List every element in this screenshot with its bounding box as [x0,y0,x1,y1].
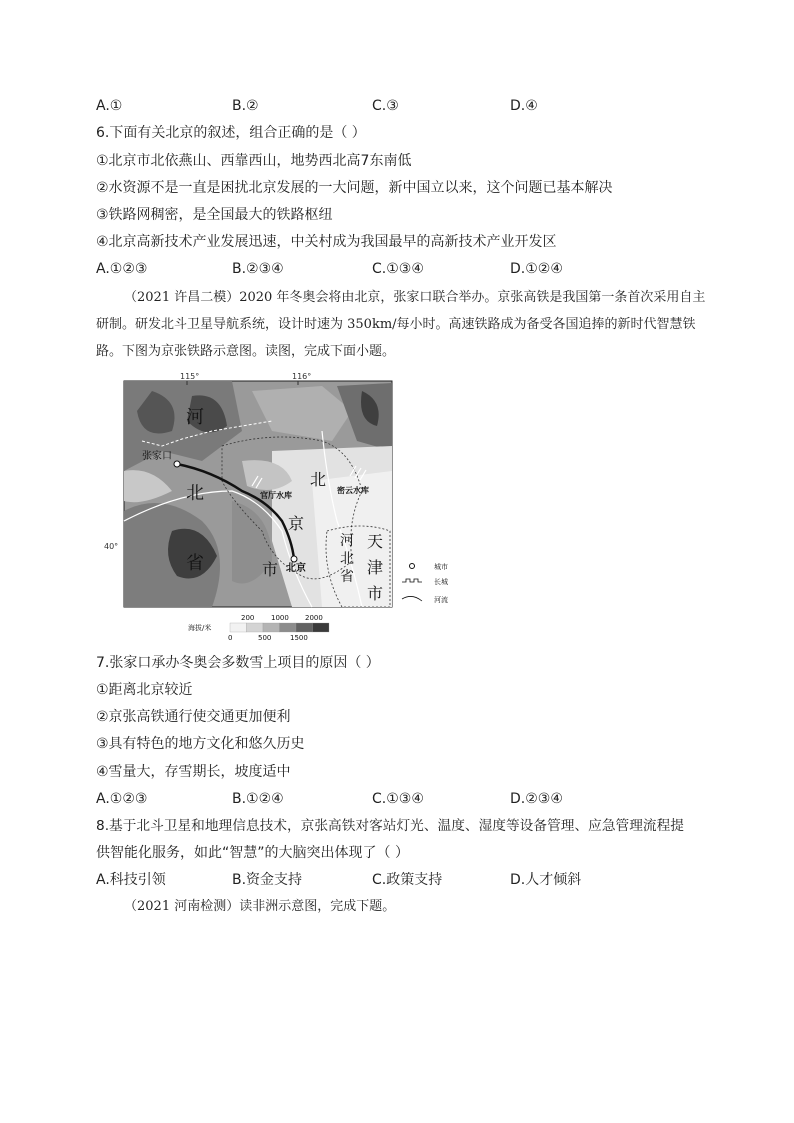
passage2-source: （2021 河南检测） [124,899,240,914]
label-beijing-city: 北京 [286,563,306,574]
beijing-zhangjiakou-railway-map [104,371,452,642]
q7-option-a[interactable]: A.①②③ [96,791,148,807]
elevation-scale [188,614,329,642]
elev-tick-1000: 1000 [271,614,289,622]
q7-statement-2: ②京张高铁通行使交通更加便利 [96,709,291,725]
label-hebei-bei: 北 [340,551,354,567]
legend-river-label: 河流 [434,596,448,604]
q6-option-a[interactable]: A.①②③ [96,261,148,277]
q6-option-b[interactable]: B.②③④ [232,261,284,277]
elevation-title: 海拔/米 [188,624,212,632]
map-legend [402,562,448,604]
q6-statement-3: ③铁路网稠密，是全国最大的铁路枢纽 [96,207,333,223]
passage-intro-1 [96,284,706,365]
legend-wall-icon [402,579,422,582]
lat-label-40: 40° [104,542,119,551]
lon-label-115: 115° [180,372,200,381]
elevation-swatch [247,623,264,632]
passage-text: 2020 年冬奥会将由北京，张家口联合举办。京张高铁是我国第一条首次采用自主研制。研发北斗卫星导航系统，设计时速为 350km/每小时。高速铁路成为备受各国追捧的新时代智慧铁路。下图为京张铁路示意图。读图，完成下面小题。 [96,290,706,359]
passage-source: （2021 许昌二模） [124,290,240,305]
label-tianjin-tian: 天 [367,532,384,551]
q7-option-c[interactable]: C.①③④ [372,791,424,807]
q6-option-d[interactable]: D.①②④ [510,261,563,277]
elev-tick-500: 500 [258,634,272,642]
legend-wall-label: 长城 [434,578,448,586]
q5-option-a[interactable]: A.① [96,98,123,114]
elevation-swatch [296,623,313,632]
label-hebei-he: 河 [340,533,354,549]
label-bei: 北 [186,483,204,504]
q6-statement-2: ②水资源不是一直是困扰北京发展的一大问题，新中国立以来，这个问题已基本解决 [96,180,613,196]
legend-city-label: 城市 [434,563,448,571]
label-tianjin-jin: 津 [367,558,384,577]
q5-option-c[interactable]: C.③ [372,98,399,114]
q8-stem-line-2: 供智能化服务，如此“智慧”的大脑突出体现了（ ） [96,845,409,861]
q8-option-c[interactable]: C.政策支持 [372,872,443,888]
label-beijing-bei: 北 [310,470,327,489]
q8-option-b[interactable]: B.资金支持 [232,872,303,888]
q8-stem-line-1: 8.基于北斗卫星和地理信息技术，京张高铁对客站灯光、温度、湿度等设备管理、应急管理流程提 [96,818,684,834]
label-guanting-reservoir: 官厅水库 [260,491,292,500]
q8-option-a[interactable]: A.科技引领 [96,872,166,888]
q6-stem: 6.下面有关北京的叙述，组合正确的是（ ） [96,125,366,141]
q6-statement-4: ④北京高新技术产业发展迅速，中关村成为我国最早的高新技术产业开发区 [96,234,557,250]
q7-option-b[interactable]: B.①②④ [232,791,284,807]
q7-stem: 7.张家口承办冬奥会多数雪上项目的原因（ ） [96,655,380,671]
lon-label-116: 116° [292,372,312,381]
elev-tick-200: 200 [241,614,255,622]
legend-city-icon [410,564,415,569]
label-beijing-jing: 京 [288,514,305,533]
q6-option-c[interactable]: C.①③④ [372,261,424,277]
beijing-city-dot [291,556,297,562]
q7-option-d[interactable]: D.②③④ [510,791,563,807]
zhangjiakou-city-dot [174,461,180,467]
elev-tick-0: 0 [228,634,233,642]
label-hebei-sheng: 省 [340,569,354,585]
label-tianjin-shi: 市 [367,584,384,603]
label-he: 河 [186,407,204,428]
q6-statement-1: ①北京市北依燕山、西靠西山，地势西北高7东南低 [96,153,412,169]
q7-statement-4: ④雪量大，存雪期长，坡度适中 [96,764,291,780]
elevation-swatch [263,623,280,632]
elev-tick-1500: 1500 [290,634,308,642]
legend-river-icon [402,596,422,601]
q5-option-b[interactable]: B.② [232,98,259,114]
elevation-swatch [313,623,330,632]
q7-statement-3: ③具有特色的地方文化和悠久历史 [96,736,305,752]
label-zhangjiakou: 张家口 [142,451,172,462]
label-sheng: 省 [186,553,204,574]
passage-intro-2 [96,893,706,920]
q5-option-d[interactable]: D.④ [510,98,538,114]
label-beijing-shi: 市 [262,560,279,579]
q8-option-d[interactable]: D.人才倾斜 [510,872,582,888]
elevation-swatch [280,623,297,632]
elev-tick-2000: 2000 [305,614,323,622]
label-miyun-reservoir: 密云水库 [337,486,369,495]
elevation-swatch [230,623,247,632]
q7-statement-1: ①距离北京较近 [96,682,193,698]
passage2-text: 读非洲示意图，完成下题。 [239,899,396,914]
